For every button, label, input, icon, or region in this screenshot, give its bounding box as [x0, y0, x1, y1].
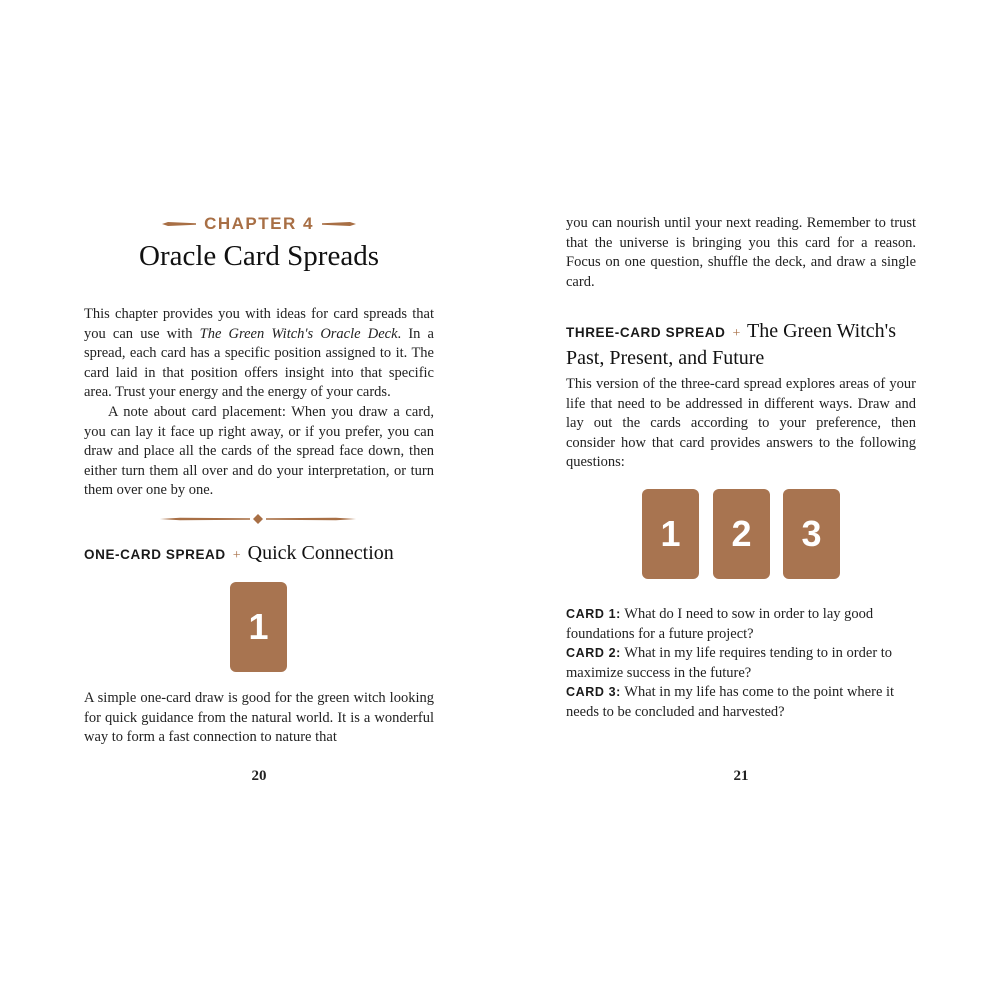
card-question-label: CARD 3: [566, 685, 621, 699]
intro-text-2: . In a spread, each card has a specific position assigned to it. The card laid in that position offers insight into that specific area. Trust your energy and the energy of your cards. [84, 325, 434, 400]
spread-title: The Green Witch's Past, Present, and Future [566, 320, 897, 369]
right-flourish-icon [322, 219, 356, 229]
card-1: 1 [642, 489, 699, 579]
page-number: 20 [251, 768, 267, 784]
card-question-1 [566, 605, 916, 644]
spread-caps: THREE-CARD SPREAD [566, 325, 726, 340]
right-page [566, 0, 916, 1000]
spread-title: Quick Connection [247, 542, 394, 564]
left-page [84, 0, 434, 1000]
card-question-text: What in my life requires tending to in order to maximize success in the future? [566, 645, 893, 681]
card-question-label: CARD 1: [566, 607, 621, 621]
plus-separator-icon: + [732, 326, 741, 341]
intro-text-1: This chapter provides you with ideas for card spreads that you can use with [84, 306, 434, 342]
section-divider-icon [160, 512, 356, 526]
card-2: 2 [713, 489, 770, 579]
card-question-text: What in my life has come to the point where it needs to be concluded and harvested? [566, 684, 895, 720]
intro-paragraph [84, 305, 434, 403]
continuation-paragraph: you can nourish until your next reading. Remember to trust that the universe is bringing you this card for a reason. Focus on one question, shuffle the deck, and draw a single card. [566, 215, 916, 290]
deck-title: The Green Witch's Oracle Deck [199, 325, 398, 342]
three-card-spread-heading [566, 319, 926, 370]
chapter-title: Oracle Card Spreads [139, 240, 379, 272]
placement-paragraph: A note about card placement: When you draw a card, you can lay it face up right away, or if you prefer, you can draw and place all the cards of the spread face down, then either turn them all over and do your interpretation, or turn them over one by one. [84, 404, 434, 498]
page-number: 21 [733, 768, 749, 784]
chapter-label-text: CHAPTER 4 [204, 214, 314, 233]
plus-separator-icon: + [232, 548, 241, 563]
card-question-3 [566, 683, 916, 722]
card-3: 3 [783, 489, 840, 579]
one-card-spread-heading [84, 541, 444, 568]
spread-caps: ONE-CARD SPREAD [84, 547, 226, 562]
left-flourish-icon [162, 219, 196, 229]
card-question-text: What do I need to sow in order to lay good foundations for a future project? [566, 606, 874, 642]
card-1: 1 [230, 582, 287, 672]
card-question-2 [566, 644, 916, 683]
chapter-label [84, 214, 434, 234]
one-card-body: A simple one-card draw is good for the green witch looking for quick guidance from the natural world. It is a wonderful way to form a fast connection to nature that [84, 690, 434, 745]
three-card-body: This version of the three-card spread explores areas of your life that need to be addressed in different ways. Draw and lay out the cards according to your preference, then consider how that card provides answers to the following questions: [566, 376, 916, 470]
card-question-label: CARD 2: [566, 646, 621, 660]
